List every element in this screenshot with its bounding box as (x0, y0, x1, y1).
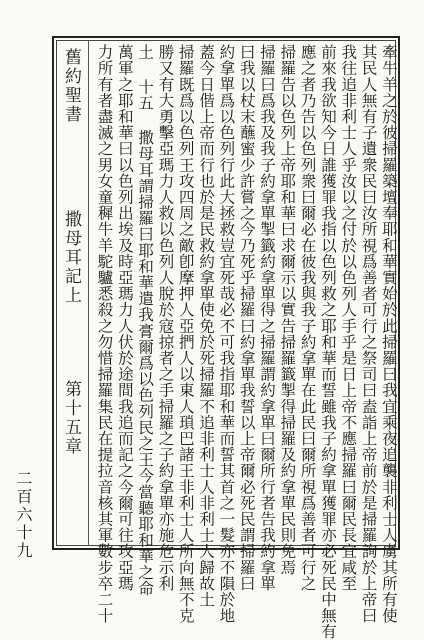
text-column: 掃羅既爲以色列王攻四周之敵卽摩押人亞捫人以東人瑣巴諸王非利士人所向無不克 (176, 44, 195, 624)
text-columns (95, 44, 398, 640)
text-column: 前來我欲知今日誰獲罪我指以色列救之耶和華而誓雖我子約拿單獲罪亦必死民中無有 (318, 44, 337, 640)
text-column: 萬軍之耶和華曰以色列出埃及時亞瑪力人伏於途間我追而記之今爾可往攻亞瑪 (115, 44, 134, 592)
header-divider (88, 40, 89, 546)
text-column: 約拿單爲以色列行此大拯救豈宜死哉必不可我指耶和華而誓其首之一髮亦不隕於地 (217, 44, 236, 624)
book-title: 舊約聖書 (61, 48, 81, 124)
text-column: 應之者乃告以色列衆曰爾必在彼我與我子約拿單在此民曰爾所視爲善者可行之 (298, 44, 317, 592)
page-number: 二百六十九 (14, 470, 33, 560)
chapter-title: 撒母耳記上 (61, 210, 81, 305)
text-column: 勝又有大勇擊亞瑪力人救以色列人脫於寇掠者之手掃羅之子約拿單亦施危示利 (156, 44, 175, 592)
text-column: 土 十五 撒母耳謂掃羅曰耶和華遣我膏爾爲以色列民之王今當聽耶和華之命 (136, 44, 155, 597)
text-column: 其民人無有子遺衆民曰汝所視爲善者可行之祭司曰盍詣上帝前於是掃羅詢於上帝曰 (359, 44, 378, 624)
text-column: 蓋今日偕上帝而行也於是民救約拿單使免於死掃羅不追非利士人非利士人歸故土 (197, 44, 216, 608)
text-column: 牽牛羊之於彼掃羅築壇奉耶和華實始於此掃羅曰我宜乘夜追襲非利士人虜其所有使 (379, 44, 398, 624)
chapter-number: 第十五章 (61, 380, 81, 456)
text-column: 曰我以杖末蘸蜜少許嘗之今乃死乎掃羅曰約拿單我誓以上帝爾必死民謂掃羅曰 (237, 44, 256, 592)
text-column: 掃羅曰爲我及我子約拿單掣籤約拿單得之掃羅謂約拿單曰爾所行者告我約拿單 (258, 44, 276, 592)
text-column: 我往追非利士人乎汝以之付於以色列人手乎是日上帝不應掃羅曰爾民長宜咸至 (339, 44, 358, 592)
text-column: 力所有者盡滅之男女童穉牛羊駝驢悉殺之勿惜掃羅集民在提拉音核其軍數步卒二十 (95, 44, 114, 624)
text-column: 掃羅告以色列上帝耶和華曰求爾示以實告掃羅籤掣得掃羅及約拿單民則免焉 (278, 44, 297, 576)
